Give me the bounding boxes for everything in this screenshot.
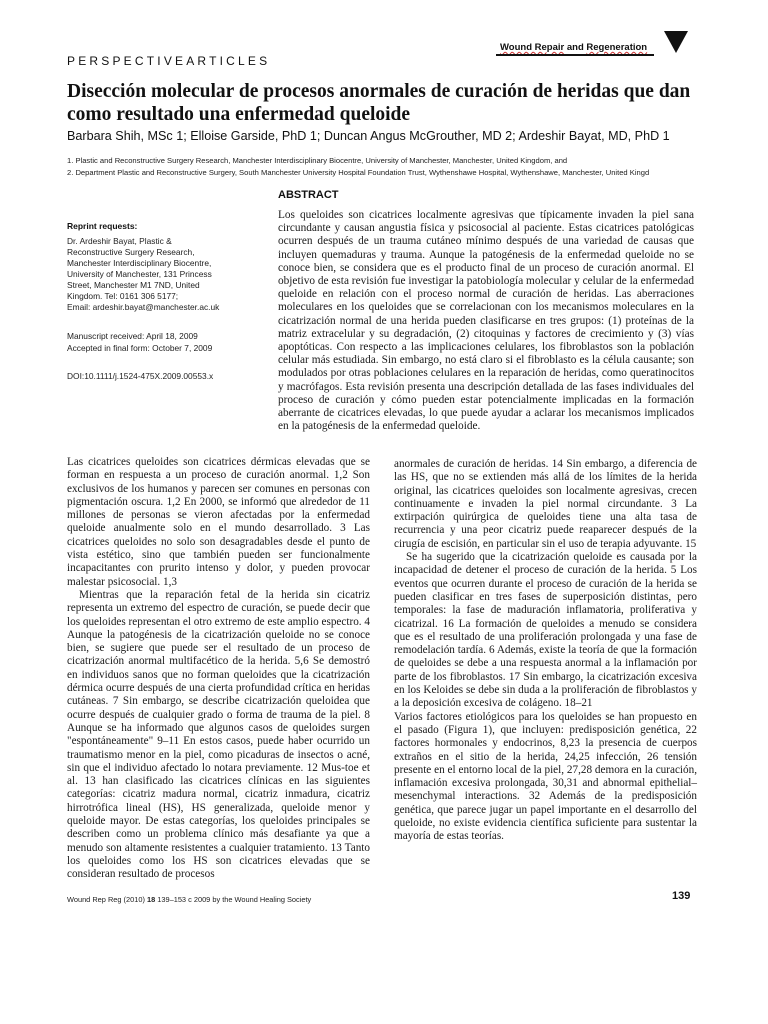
reprint-line: Kingdom. Tel: 0161 306 5177; — [67, 291, 179, 301]
footer-citation-prefix: Wound Rep Reg (2010) — [67, 895, 147, 904]
manuscript-dates — [67, 330, 272, 354]
manuscript-received: Manuscript received: April 18, 2009 — [67, 331, 198, 341]
affiliation-2: 2. Department Plastic and Reconstructive Surgery, South Manchester University Hospital Foundation Trust, Wythenshawe Hospital, Wythenshawe, Manchester, United Kingd — [67, 168, 650, 177]
journal-name-part1: Wound Repair — [500, 42, 565, 53]
doi: DOI:10.1111/j.1524-475X.2009.00553.x — [67, 371, 214, 381]
reprint-line: Reconstructive Surgery Research, — [67, 247, 195, 257]
article-title: Disección molecular de procesos anormales de curación de heridas que dan como resultado una enfermedad queloide — [67, 81, 691, 125]
body-paragraph: Las cicatrices queloides son cicatrices dérmicas elevadas que se forman en respuesta a un proceso de curación anormal. 1,2 Son exclusivos de los humanos y parecen ser comunes en personas con pigmentación oscura. 1,2 En 2000, se informó que alrededor de 11 millones de personas se vieron afectadas por la enfermedad queloide anualmente solo en el mundo desarrollado. 3 Las cicatrices queloides no solo son desagradables desde el punto de vista estético, sino que también pueden ser funcionalmente incapacitantes con prurito intenso y dolor, y pueden provocar malestar psicosocial. 1,3 — [67, 456, 370, 588]
reprint-email: Email: ardeshir.bayat@manchester.ac.uk — [67, 302, 220, 312]
section-label: PERSPECTIVEARTICLES — [67, 54, 271, 68]
journal-triangle-icon — [664, 31, 688, 53]
body-paragraph: Mientras que la reparación fetal de la herida sin cicatriz representa un extremo del espectro de curación, se puede decir que los queloides representan el otro extremo de este amplio espectro. 4 Aunque la patogénesis de la cicatrización queloide no se conoce bien, se sugiere que puede ser el resultado de un proceso de cicatrización anormal multifacético de la herida. 5,6 Se demostró en individuos sanos que no forman queloides que la cicatrización dérmica ocurre después de una cierta profundidad crítica en heridas cutáneas. 7 Sin embargo, se describe cicatrización queloidea que ocurre después de cualquier grado o forma de trauma de la piel. 8 Aunque se ha informado que algunos casos de queloides surgen "espontáneamente" 9–11 En estos casos, puede haber ocurrido un traumatismo menor en la piel, como picaduras de insectos o acné, sin que el individuo afectado lo notara previamente. 12 Mus-toe et al. 13 han clasificado las cicatrices clínicas en las siguientes categorías: cicatriz madura normal, cicatriz inmadura, cicatriz hirrotrófica lineal (HS), HS generalizada, queloide menor y queloide mayor. De estas categorías, los queloides principales se describen como un problema clínico más desafiante ya que a menudo son altamente resistentes a cualquier tratamiento. 13 Tanto los queloides como los HS son cicatrices elevadas que se consideran resultado de procesos — [67, 588, 370, 881]
body-column-right — [394, 458, 697, 844]
abstract-text: Los queloides son cicatrices localmente agresivas que típicamente invaden la piel sana circundante y causan angustia física y psicosocial al paciente. Estas cicatrices patológicas ocurren después de un trauma cutáneo mínimo después de una variedad de causas que incluyen quemaduras y trauma. Aunque la patogénesis de la enfermedad queloide no se conoce bien, se considera que es el producto final de un proceso de curación anormal. El objetivo de esta revisión fue investigar la patobiología molecular y celular de la enfermedad queloide en relación con el proceso normal de curación de heridas. Las aberraciones moleculares en los queloides que se correlacionan con los mecanismos moleculares en la cicatrización normal de una herida pueden clasificarse en tres grupos: (1) proteínas de la matriz extracelular y su degradación, (2) citoquinas y factores de crecimiento y (3) vías apoptóticas. Con respecto a las implicaciones celulares, los fibroblastos son la población celular más estudiada. Sin embargo, no está claro si el fibroblasto es la célula causante; son modulados por otras poblaciones celulares en la reparación de heridas, como queratinocitos y macrófagos. Esta revisión presenta una descripción detallada de las fases individuales del proceso de curación y cómo pueden estar potencialmente implicadas en la formación aberrante de cicatrices elevadas, lo que puede ayudar a aclarar los mecanismos implicados en la patogénesis de la enfermedad queloide. — [278, 209, 694, 433]
author-list: Barbara Shih, MSc 1; Elloise Garside, PhD 1; Duncan Angus McGrouther, MD 2; Ardeshir Bayat, MD, PhD 1 — [67, 129, 670, 143]
reprint-line: University of Manchester, 131 Princess — [67, 269, 212, 279]
body-column-left — [67, 456, 370, 882]
reprint-heading: Reprint requests: — [67, 221, 138, 231]
reprint-line: Manchester Interdisciplinary Biocentre, — [67, 258, 212, 268]
journal-rule — [496, 54, 654, 56]
body-paragraph: Se ha sugerido que la cicatrización queloide es causada por la incapacidad de detener el proceso de curación de la herida. 5 Los eventos que ocurren durante el proceso de curación de la herida se pueden clasificar en tres fases de superposición distintas, pero temporales: la fase de maduración inflamatoria, proliferativa y cicatrizal. 16 La formación de queloides a menudo se considera que es el resultado de una proliferación prolongada y una fase de remodelación tardía. 6 Además, existe la teoría de que la formación de queloides se debe a una respuesta anormal a la inflamación por parte de los fibroblastos. 17 Sin embargo, la cicatrización excesiva en los Keloides se debe sin duda a la proliferación de fibroblastos y a la deposición excesiva de colágeno. 18–21 — [394, 551, 697, 710]
reprint-line: Street, Manchester M1 7ND, United — [67, 280, 200, 290]
body-paragraph: Varios factores etiológicos para los queloides se han propuesto en el pasado (Figura 1), que incluyen: predisposición genética, 22 factores hormonales y endocrinos, 8,23 la presencia de cuerpos extraños en el sitio de la herida, 24,25 infección, 26 tensión presente en el entorno local de la piel, 27,28 demora en la curación, inflamación excesiva prolongada, 30,31 and abnormal epithelial–mesenchymal interactions. 32 Además de la predisposición genética, que parece jugar un papel importante en el desarrollo del queloide, no existe evidencia científica suficiente para sustentar la mayoría de estas teorías. — [394, 710, 697, 843]
affiliation-1: 1. Plastic and Reconstructive Surgery Research, Manchester Interdisciplinary Biocentre, University of Manchester, Manchester, United Kingdom, and — [67, 156, 568, 165]
body-paragraph: anormales de curación de heridas. 14 Sin embargo, a diferencia de las HS, que no se extienden más allá de los límites de la herida original, las cicatrices queloides son localmente agresivas, crecen continuamente e invaden la piel normal circundante. 3 La extirpación quirúrgica de queloides tiene una alta tasa de recurrencia y una peor cicatriz puede reaparecer después de la cirugía de escisión, en particular sin el uso de terapia adyuvante. 15 — [394, 458, 697, 550]
footer-volume: 18 — [146, 895, 156, 904]
abstract-heading: ABSTRACT — [278, 189, 339, 201]
journal-name-and: and — [564, 42, 587, 53]
reprint-line: Dr. Ardeshir Bayat, Plastic & — [67, 236, 172, 246]
journal-name-part2: Regeneration — [586, 42, 648, 53]
manuscript-accepted: Accepted in final form: October 7, 2009 — [67, 343, 213, 353]
reprint-address — [67, 236, 272, 313]
page-number: 139 — [672, 890, 691, 902]
footer-citation-suffix: 139–153 c 2009 by the Wound Healing Society — [155, 895, 312, 904]
journal-name — [500, 42, 647, 53]
footer-citation — [67, 895, 311, 904]
